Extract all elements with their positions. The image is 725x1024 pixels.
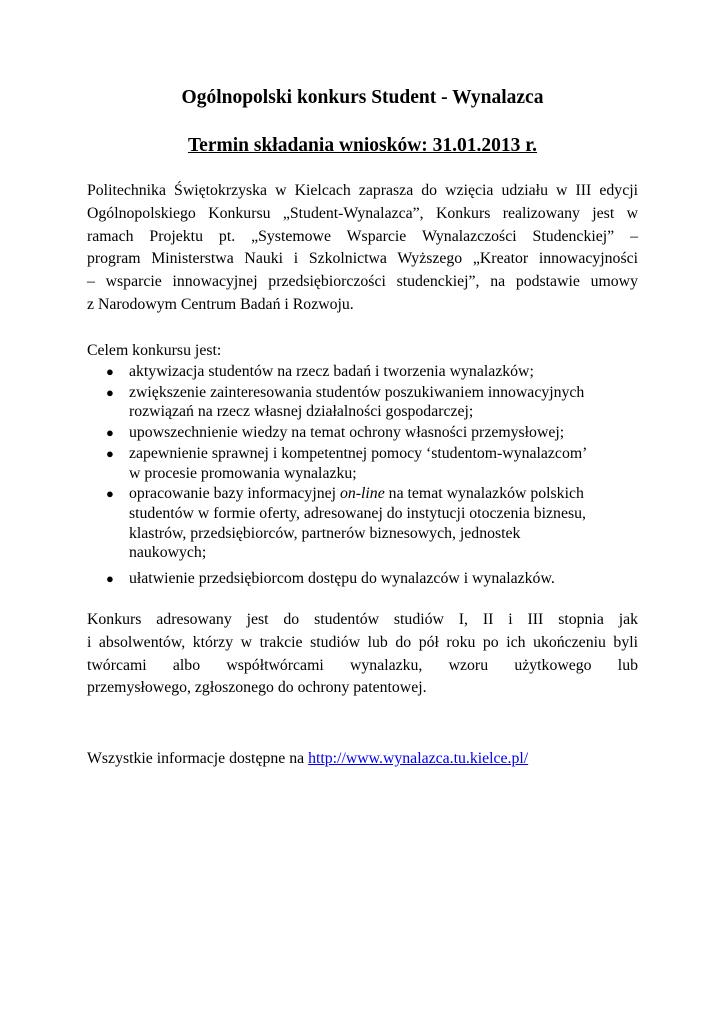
goal-text: ułatwienie przedsiębiorcom dostępu do wynalazców i wynalazków. (129, 569, 555, 587)
goal-item (87, 423, 647, 443)
info-text: Wszystkie informacje dostępne na (87, 750, 309, 767)
deadline-heading: Termin składania wniosków: 31.01.2013 r. (187, 135, 538, 156)
intro-line: z Narodowym Centrum Badań i Rozwoju. (87, 295, 354, 313)
goal-text: zapewnienie sprawnej i kompetentnej pomocy ‘studentom-wynalazcom’ (129, 444, 588, 462)
goals-list (87, 362, 647, 589)
intro-line: program Ministerstwa Nauki i Szkolnictwa Wyższego „Kreator innowacyjności (87, 250, 638, 268)
bullet-icon: ● (106, 570, 114, 586)
goal-text: opracowanie bazy informacyjnej (129, 485, 340, 503)
intro-line: Ogólnopolskiego Konkursu „Student-Wynalazca”, Konkurs realizowany jest w (87, 204, 638, 222)
audience-line: Konkurs adresowany jest do studentów studiów I, II i III stopnia jak (87, 611, 638, 628)
intro-line: ramach Projektu pt. „Systemowe Wsparcie Wynalazczości Studenckiej” – (87, 227, 638, 245)
goal-text: zwiększenie zainteresowania studentów poszukiwaniem innowacyjnych (129, 383, 585, 401)
goal-item (87, 444, 647, 483)
audience-line: i absolwentów, którzy w trakcie studiów lub do pół roku po ich ukończeniu byli (87, 633, 638, 651)
goal-item (87, 362, 647, 382)
bullet-icon: ● (106, 384, 114, 400)
website-link[interactable]: http://www.wynalazca.tu.kielce.pl/ (308, 750, 529, 767)
audience-line: twórcami albo współtwórcami wynalazku, wzoru użytkowego lub (87, 656, 638, 674)
goal-item (87, 569, 647, 589)
goal-text: studentów w formie oferty, adresowanej do instytucji otoczenia biznesu, (129, 504, 586, 522)
intro-line: – wsparcie innowacyjnej przedsiębiorczości studenckiej”, na podstawie umowy (87, 273, 638, 291)
goal-text-italic: on-line (339, 485, 385, 503)
intro-line: Politechnika Świętokrzyska w Kielcach zaprasza do wzięcia udziału w III edycji (87, 182, 638, 199)
goal-text: naukowych; (129, 544, 207, 562)
goal-text: rozwiązań na rzecz własnej działalności gospodarczej; (129, 403, 474, 421)
goal-text: na temat wynalazków polskich (384, 485, 584, 503)
goal-text: w procesie promowania wynalazku; (129, 464, 357, 482)
document-title: Ogólnopolski konkurs Student - Wynalazca (181, 87, 544, 108)
bullet-icon: ● (106, 425, 114, 441)
goals-label: Celem konkursu jest: (87, 342, 222, 359)
audience-line: przemysłowego, zgłoszonego do ochrony patentowej. (87, 679, 427, 697)
info-line (87, 748, 528, 771)
intro-paragraph (87, 180, 638, 317)
goal-item (87, 383, 647, 422)
goal-text: upowszechnienie wiedzy na temat ochrony własności przemysłowej; (129, 424, 565, 442)
bullet-icon: ● (106, 486, 114, 502)
bullet-icon: ● (106, 445, 114, 461)
goal-text: klastrów, przedsiębiorców, partnerów biznesowych, jednostek (129, 524, 521, 542)
goal-item (87, 484, 647, 562)
audience-paragraph (87, 609, 638, 700)
bullet-icon: ● (106, 364, 114, 379)
goal-text: aktywizacja studentów na rzecz badań i tworzenia wynalazków; (129, 363, 534, 380)
